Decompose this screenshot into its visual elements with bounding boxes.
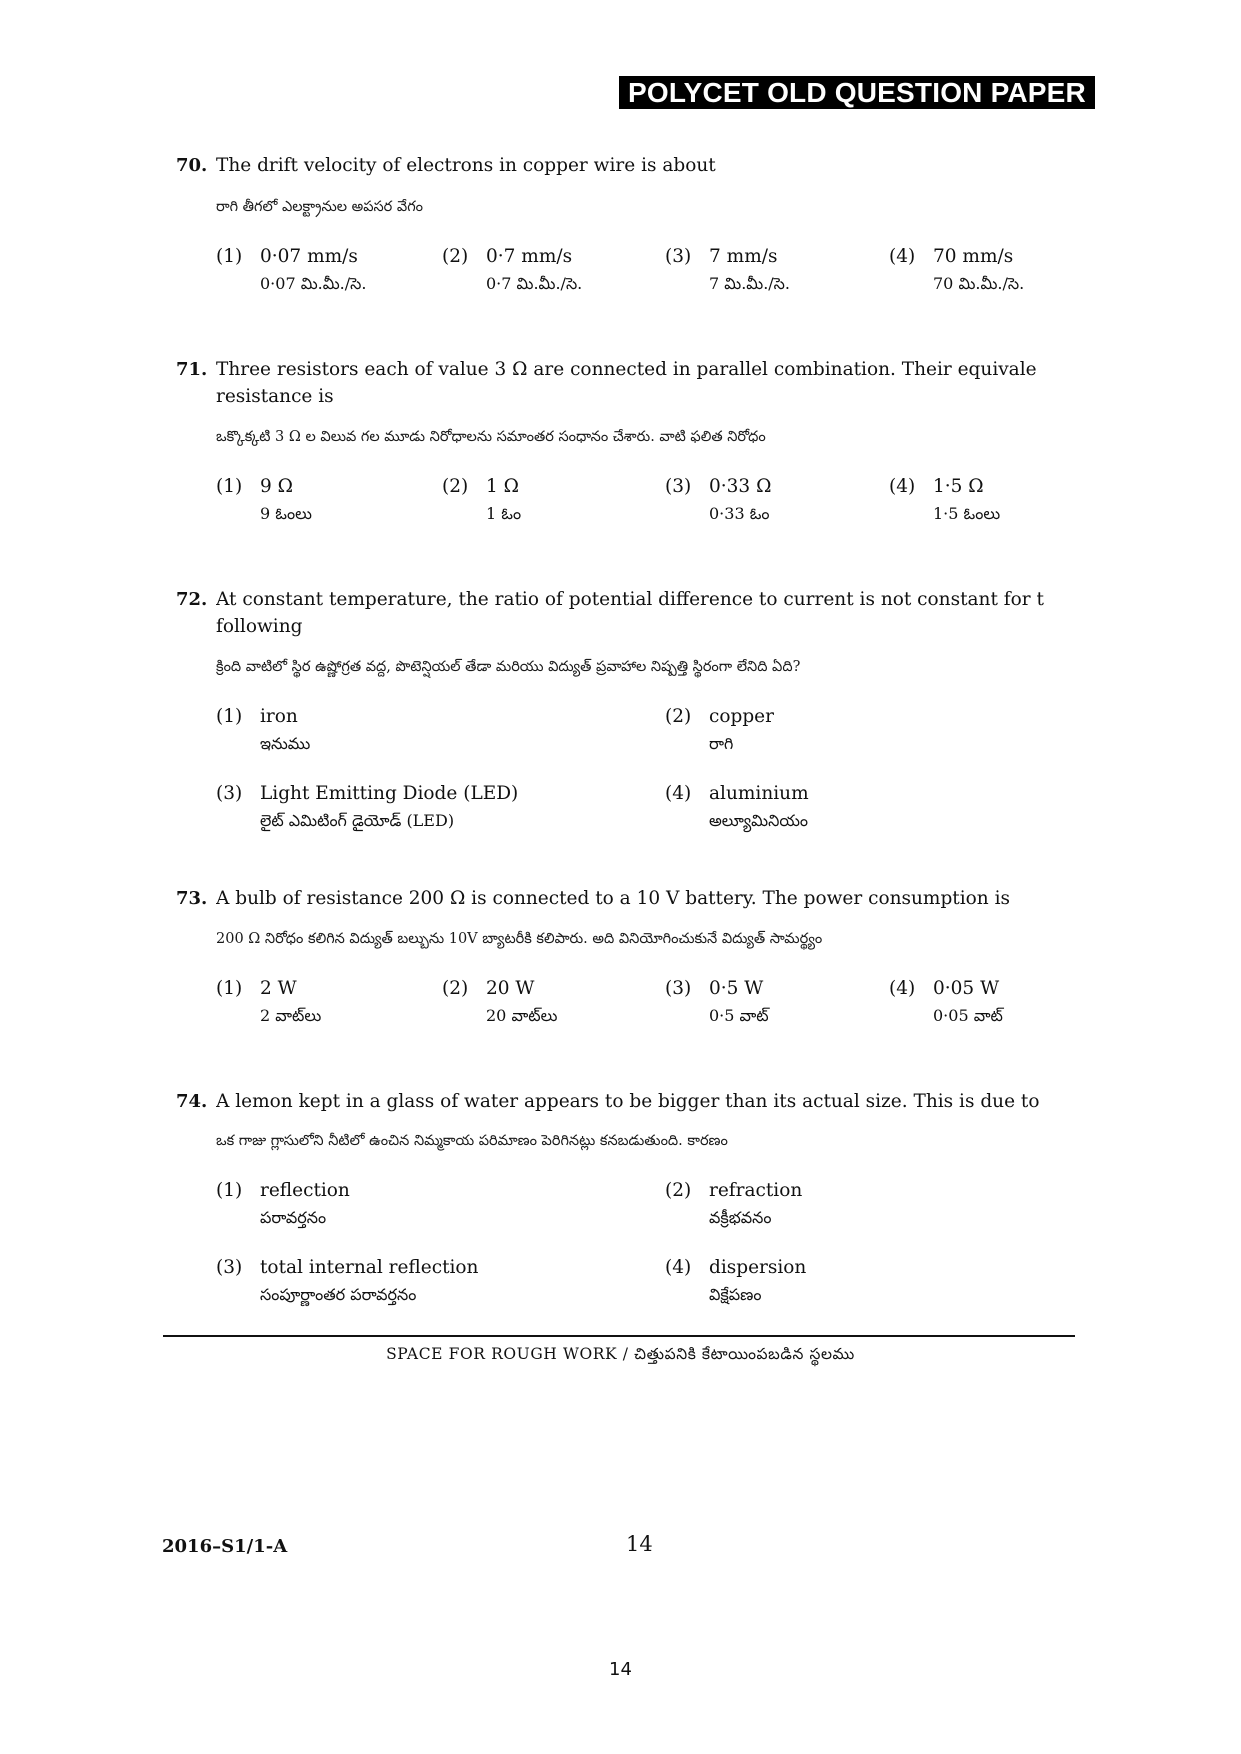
question-text: The drift velocity of electrons in copper wire is about [216,155,716,176]
question-text-telugu: 200 Ω నిరోధం కలిగిన విద్యుత్ బల్బును 10V బ్యాటరీకి కలిపారు. అది వినియోగించుకునే విద్యుత్ సామర్థ్యం [216,931,823,947]
rough-work-label: SPACE FOR ROUGH WORK / చిత్తుపనికి కేటాయింపబడిన స్థలము [386,1345,855,1363]
title-banner: POLYCET OLD QUESTION PAPER [619,76,1095,109]
option-value-telugu: 20 వాట్‌లు [486,1006,558,1025]
option-value: 9 Ω [260,476,293,497]
option-value-telugu: 0·5 వాట్ [709,1006,769,1025]
option-number: (1) [216,978,243,999]
option-value-telugu: రాగి [709,734,734,753]
option-value-telugu: 2 వాట్‌లు [260,1006,322,1025]
option-number: (1) [216,246,243,267]
option-number: (4) [665,1257,692,1278]
option-number: (4) [889,476,916,497]
option-number: (2) [665,706,692,727]
option-value: 0·07 mm/s [260,246,358,267]
question-number: 74. [176,1091,208,1112]
question-text: At constant temperature, the ratio of potential difference to current is not constant for t following [216,589,1044,637]
paper-code: 2016–S1/1-A [162,1536,288,1557]
option-value-telugu: 9 ఓంలు [260,504,312,523]
option-number: (4) [889,978,916,999]
option-value-telugu: 0·07 మి.మీ./సె. [260,274,367,293]
option-number: (1) [216,706,243,727]
option-value: 2 W [260,978,297,999]
option-value-telugu: లైట్ ఎమిటింగ్ డైయోడ్ (LED) [260,811,455,830]
option-value: 7 mm/s [709,246,778,267]
option-number: (3) [665,476,692,497]
option-number: (1) [216,476,243,497]
question-number: 72. [176,589,208,610]
question-text: Three resistors each of value 3 Ω are connected in parallel combination. Their equivale resistance is [216,359,1037,407]
question-text-telugu: క్రింది వాటిలో స్థిర ఉష్ణోగ్రత వద్ద, పొటెన్షియల్ తేడా మరియు విద్యుత్ ప్రవాహాల నిష్పత్తి స్థిరంగా లేనిది ఏది? [216,659,801,675]
option-value: total internal reflection [260,1257,479,1278]
option-value: Light Emitting Diode (LED) [260,783,519,804]
question-text-telugu: రాగి తీగలో ఎలక్ట్రానుల అపసర వేగం [216,199,424,215]
question-text: A lemon kept in a glass of water appears to be bigger than its actual size. This is due to [216,1091,1040,1112]
page-number: 14 [626,1532,653,1556]
option-number: (1) [216,1180,243,1201]
option-value-telugu: సంపూర్ణాంతర పరావర్తనం [260,1285,417,1304]
option-number: (2) [442,246,469,267]
option-value-telugu: విక్షేపణం [709,1285,762,1304]
option-value: 0·5 W [709,978,764,999]
option-value: iron [260,706,298,727]
question-number: 73. [176,888,208,909]
option-value-telugu: ఇనుము [260,734,311,753]
option-value: 0·05 W [933,978,1000,999]
question-number: 70. [176,155,208,176]
option-value: 0·7 mm/s [486,246,573,267]
option-value-telugu: అల్యూమినియం [709,811,809,830]
option-value-telugu: పరావర్తనం [260,1208,327,1227]
option-number: (2) [442,978,469,999]
option-value: reflection [260,1180,350,1201]
option-value: 20 W [486,978,535,999]
question-text-telugu: ఒక గాజు గ్లాసులోని నీటిలో ఉంచిన నిమ్మకాయ పరిమాణం పెరిగినట్లు కనబడుతుంది. కారణం [216,1133,728,1149]
page-number-bottom: 14 [609,1659,632,1680]
divider-line [163,1335,1075,1337]
option-value: 0·33 Ω [709,476,772,497]
option-value-telugu: 0·05 వాట్ [933,1006,1003,1025]
question-number: 71. [176,359,208,380]
option-value: copper [709,706,774,727]
option-value-telugu: 0·33 ఓం [709,504,770,523]
option-number: (4) [889,246,916,267]
option-number: (3) [216,1257,243,1278]
option-value-telugu: వక్రీభవనం [709,1208,772,1227]
option-value-telugu: 7 మి.మీ./సె. [709,274,791,293]
option-value: aluminium [709,783,809,804]
option-number: (2) [442,476,469,497]
option-number: (3) [665,978,692,999]
option-value: 1·5 Ω [933,476,984,497]
option-value: refraction [709,1180,803,1201]
question-text: A bulb of resistance 200 Ω is connected to a 10 V battery. The power consumption is [216,888,1011,909]
option-value: 70 mm/s [933,246,1014,267]
option-value-telugu: 1·5 ఓంలు [933,504,1001,523]
option-number: (2) [665,1180,692,1201]
question-text-telugu: ఒక్కొక్కటి 3 Ω ల విలువ గల మూడు నిరోధాలను సమాంతర సంధానం చేశారు. వాటి ఫలిత నిరోధం [216,429,766,445]
option-number: (3) [216,783,243,804]
option-value: dispersion [709,1257,807,1278]
option-value: 1 Ω [486,476,519,497]
option-value-telugu: 70 మి.మీ./సె. [933,274,1025,293]
option-number: (4) [665,783,692,804]
option-value-telugu: 0·7 మి.మీ./సె. [486,274,583,293]
option-value-telugu: 1 ఓం [486,504,522,523]
option-number: (3) [665,246,692,267]
